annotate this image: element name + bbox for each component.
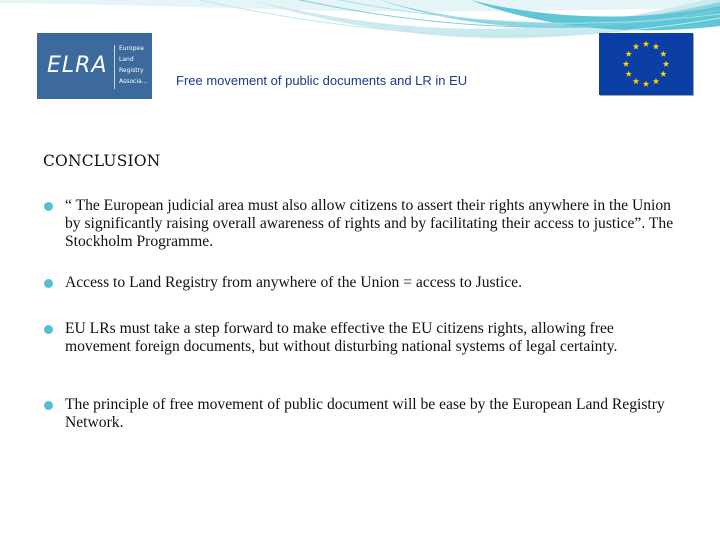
bullet-icon: [44, 401, 53, 410]
bullet-icon: [44, 202, 53, 211]
logo-line: Associa...: [119, 78, 148, 85]
bullet-icon: [44, 279, 53, 288]
logo-line: Registry: [119, 67, 144, 74]
list-item-text: Access to Land Registry from anywhere of the Union = access to Justice.: [65, 274, 522, 291]
list-item-text: EU LRs must take a step forward to make effective the EU citizens rights, allowing free movement foreign documents, but without disturbing national systems of legal certainty.: [65, 320, 618, 355]
list-item-text: “ The European judicial area must also allow citizens to assert their rights anywhere in the Union by significantly raising overall awareness of rights and by facilitating their access to justice”. The Stockholm Programme.: [65, 197, 674, 250]
logo-line: Europea: [119, 45, 144, 52]
list-item-text: The principle of free movement of public document will be ease by the European Land Registry Network.: [65, 396, 665, 431]
logo-line: Land: [119, 56, 134, 63]
page-title: CONCLUSION: [43, 152, 161, 170]
bullet-icon: [44, 325, 53, 334]
header-title: Free movement of public documents and LR in EU: [176, 73, 468, 88]
logo-mark: ELRA: [47, 53, 108, 78]
